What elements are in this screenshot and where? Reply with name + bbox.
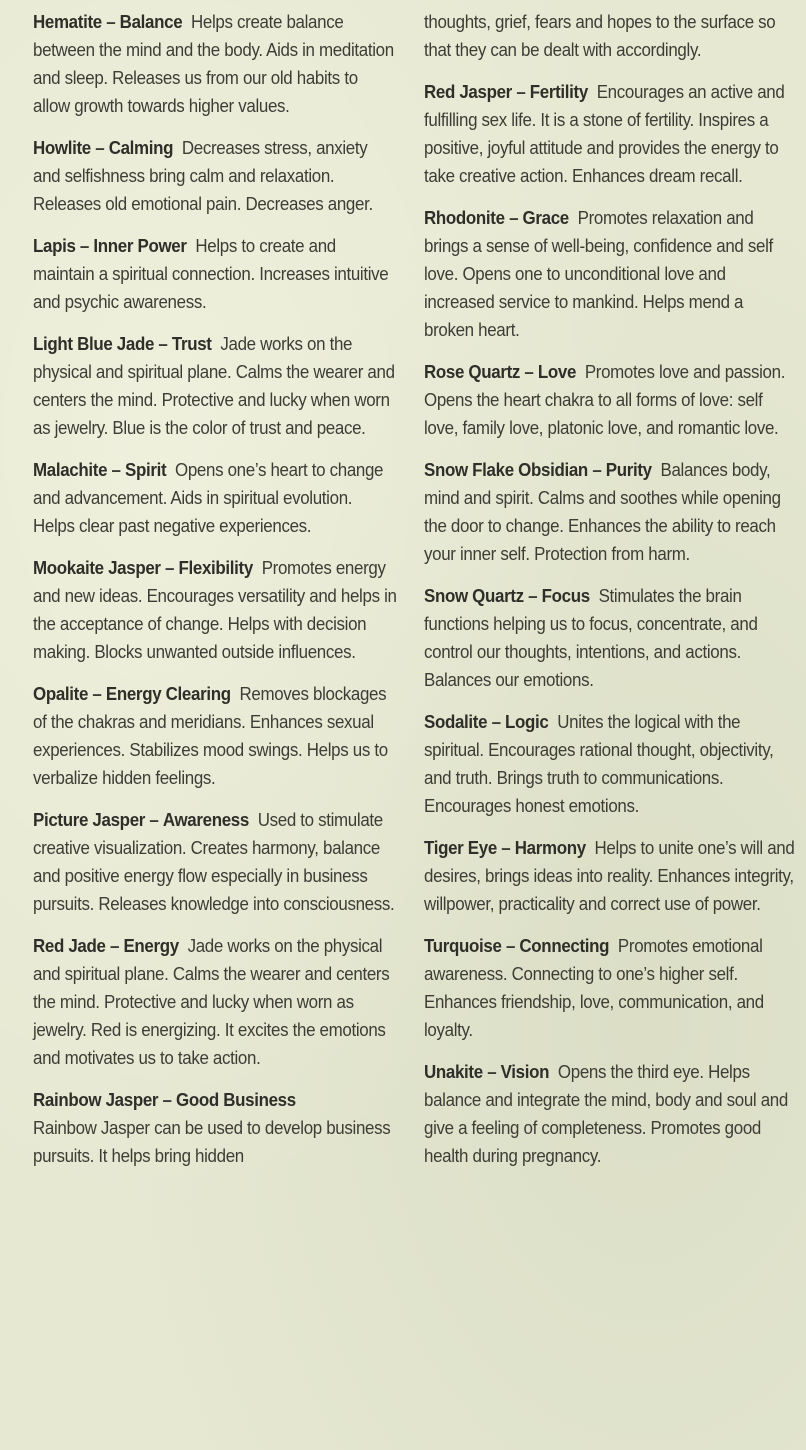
stone-name: Snow Quartz <box>424 586 524 606</box>
entry-unakite <box>424 1058 796 1170</box>
stone-name: Tiger Eye <box>424 838 497 858</box>
stone-description: Helps create balance between the mind and the body. Aids in meditation and sleep. Releases us from our old habits to allow growth towards higher values. <box>33 12 394 116</box>
entry-rhodonite <box>424 204 796 344</box>
dash: – <box>106 12 116 32</box>
dash: – <box>487 1062 497 1082</box>
stone-name: Lapis <box>33 236 76 256</box>
stone-name: Red Jasper <box>424 82 512 102</box>
stone-name: Malachite <box>33 460 108 480</box>
stone-name: Howlite <box>33 138 91 158</box>
dash: – <box>109 936 120 956</box>
entry-mookaite-jasper <box>33 554 397 666</box>
stone-quality: Good Business <box>176 1090 296 1110</box>
stone-name: Light Blue Jade <box>33 334 155 354</box>
stone-quality: Energy Clearing <box>105 684 231 704</box>
dash: – <box>501 838 511 858</box>
stone-quality: Connecting <box>519 936 610 956</box>
entry-rainbow-jasper-continued <box>424 8 796 64</box>
stone-name: Rhodonite <box>424 208 505 228</box>
entry-sodalite <box>424 708 796 820</box>
stone-name: Picture Jasper <box>33 810 146 830</box>
entry-picture-jasper <box>33 806 397 918</box>
dash: – <box>509 208 519 228</box>
stone-quality: Vision <box>500 1062 550 1082</box>
dash: – <box>158 334 168 354</box>
stone-quality: Purity <box>605 460 652 480</box>
entry-snow-flake-obsidian <box>424 456 796 568</box>
stone-name: Red Jade <box>33 936 106 956</box>
stone-name: Hematite <box>33 12 102 32</box>
stone-name: Snow Flake Obsidian <box>424 460 588 480</box>
stone-description: Promotes energy and new ideas. Encourages versatility and helps in the acceptance of change. Helps with decision making. Blocks unwanted outside influences. <box>33 558 397 662</box>
stone-description: Balances body, mind and spirit. Calms and soothes while opening the door to change. Enhances the ability to reach your inner self. Protection from harm. <box>424 460 781 564</box>
left-column <box>33 8 399 1184</box>
stone-description: Removes blockages of the chakras and meridians. Enhances sexual experiences. Stabilizes mood swings. Helps us to verbalize hidden feelings. <box>33 684 388 788</box>
stone-quality: Fertility <box>529 82 588 102</box>
stone-description: Promotes emotional awareness. Connecting to one’s higher self. Enhances friendship, love, communication, and loyalty. <box>424 936 764 1040</box>
stone-quality: Spirit <box>124 460 167 480</box>
stone-quality: Harmony <box>514 838 586 858</box>
dash: – <box>79 236 90 256</box>
stone-description: Jade works on the physical and spiritual plane. Calms the wearer and centers the mind. Protective and lucky when worn as jewelry. Red is energizing. It excites the emotions and motivates us to take action. <box>33 936 390 1068</box>
stone-name: Sodalite <box>424 712 488 732</box>
stone-quality: Focus <box>541 586 590 606</box>
entry-rose-quartz <box>424 358 796 442</box>
stone-description: Stimulates the brain functions helping us to focus, concentrate, and control our thoughts, intentions, and actions. Balances our emotions. <box>424 586 758 690</box>
stone-description: thoughts, grief, fears and hopes to the surface so that they can be dealt with accordingly. <box>424 12 776 60</box>
stone-name: Turquoise <box>424 936 502 956</box>
entry-malachite <box>33 456 397 540</box>
stone-name: Rainbow Jasper <box>33 1090 159 1110</box>
dash: – <box>92 684 102 704</box>
entry-hematite <box>33 8 397 120</box>
stone-description: Used to stimulate creative visualization. Creates harmony, balance and positive energy flow especially in business pursuits. Releases knowledge into consciousness. <box>33 810 395 914</box>
entry-red-jasper <box>424 78 796 190</box>
entry-opalite <box>33 680 397 792</box>
stone-description: Helps to create and maintain a spiritual connection. Increases intuitive and psychic awareness. <box>33 236 389 312</box>
dash: – <box>111 460 121 480</box>
stone-description: Unites the logical with the spiritual. Encourages rational thought, objectivity, and truth. Brings truth to communications. Encourages honest emotions. <box>424 712 774 816</box>
stone-quality: Awareness <box>162 810 249 830</box>
dash: – <box>505 936 516 956</box>
dash: – <box>528 586 538 606</box>
stone-name: Mookaite Jasper <box>33 558 161 578</box>
dash: – <box>162 1090 172 1110</box>
stone-name: Unakite <box>424 1062 483 1082</box>
entry-snow-quartz <box>424 582 796 694</box>
stone-description: Opens the third eye. Helps balance and integrate the mind, body and soul and give a feeling of completeness. Promotes good health during pregnancy. <box>424 1062 788 1166</box>
stone-quality: Trust <box>171 334 212 354</box>
stone-quality: Love <box>537 362 577 382</box>
right-column <box>424 8 798 1184</box>
dash: – <box>165 558 175 578</box>
stone-quality: Calming <box>108 138 174 158</box>
dash: – <box>592 460 602 480</box>
entry-rainbow-jasper <box>33 1086 397 1170</box>
stone-description: Rainbow Jasper can be used to develop business pursuits. It helps bring hidden <box>33 1118 391 1166</box>
dash: – <box>516 82 526 102</box>
stone-description: Decreases stress, anxiety and selfishness bring calm and relaxation. Releases old emotional pain. Decreases anger. <box>33 138 373 214</box>
stone-quality: Grace <box>522 208 569 228</box>
entry-red-jade <box>33 932 397 1072</box>
stone-description: Opens one’s heart to change and advancement. Aids in spiritual evolution. Helps clear past negative experiences. <box>33 460 384 536</box>
entry-lapis <box>33 232 397 316</box>
dash: – <box>95 138 105 158</box>
stone-quality: Logic <box>505 712 549 732</box>
stone-description: Promotes relaxation and brings a sense of well-being, confidence and self love. Opens one to unconditional love and increased service to mankind. Helps mend a broken heart. <box>424 208 773 340</box>
stone-description: Helps to unite one’s will and desires, brings ideas into reality. Enhances integrity, willpower, practicality and correct use of power. <box>424 838 795 914</box>
entry-light-blue-jade <box>33 330 397 442</box>
stone-description: Jade works on the physical and spiritual plane. Calms the wearer and centers the mind. Protective and lucky when worn as jewelry. Blue is the color of trust and peace. <box>33 334 395 438</box>
dash: – <box>491 712 501 732</box>
stone-name: Rose Quartz <box>424 362 521 382</box>
entry-turquoise <box>424 932 796 1044</box>
stone-quality: Flexibility <box>178 558 253 578</box>
stone-quality: Energy <box>123 936 179 956</box>
stone-quality: Balance <box>119 12 183 32</box>
dash: – <box>524 362 534 382</box>
stone-description: Encourages an active and fulfilling sex life. It is a stone of fertility. Inspires a positive, joyful attitude and provides the energy to take creative action. Enhances dream recall. <box>424 82 785 186</box>
stone-name: Opalite <box>33 684 89 704</box>
entry-howlite <box>33 134 397 218</box>
dash: – <box>149 810 159 830</box>
stone-quality: Inner Power <box>93 236 187 256</box>
stone-description: Promotes love and passion. Opens the heart chakra to all forms of love: self love, family love, platonic love, and romantic love. <box>424 362 786 438</box>
entry-tiger-eye <box>424 834 796 918</box>
